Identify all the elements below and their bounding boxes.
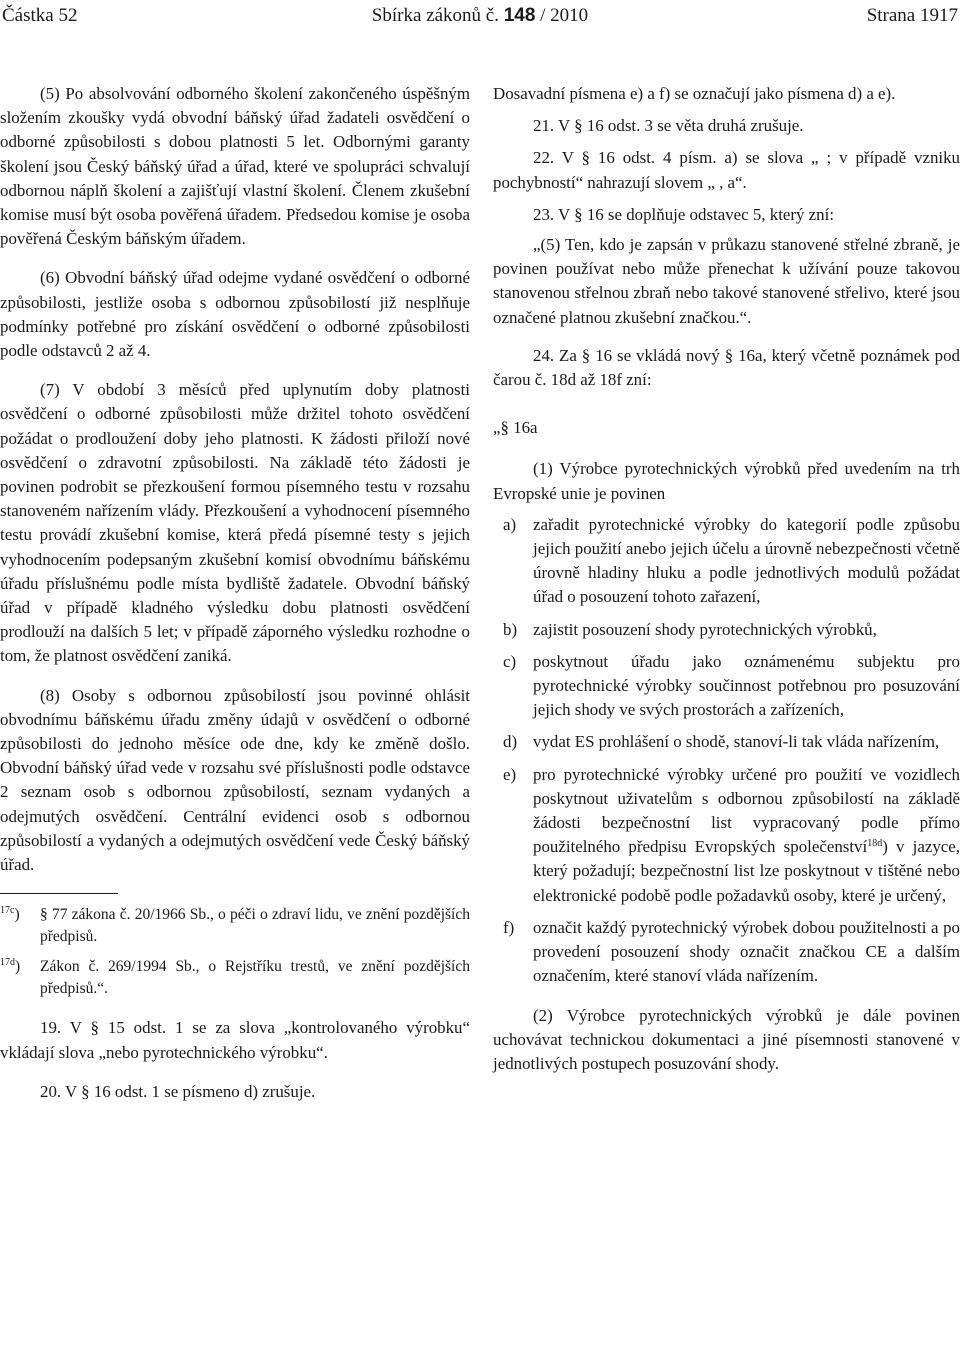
- page-header: [0, 0, 960, 40]
- list-item-text: zajistit posouzení shody pyrotechnických výrobků,: [533, 619, 877, 639]
- list-marker: a): [503, 514, 517, 534]
- section-heading: „§ 16a: [493, 418, 538, 438]
- paragraph-5: (5) Po absolvování odborného školení zakončeného úspěšným složením zkoušky vydá obvodní báňský úřad žadateli osvědčení o odborné způsobilosti s dobou platnosti 5 let. Odbornými garanty školení jsou Český báňský úřad a úřad, které ve spolupráci schvalují odbornou náplň školení a zajišťují vlastní školení. Členem zkušební komise musí být osoba pověřená úřadem. Předsedou komise je osoba pověřená Českým báňským úřadem.: [0, 84, 470, 249]
- page-number: Strana 1917: [866, 5, 958, 26]
- renaming-note: Dosavadní písmena e) a f) se označují jako písmena d) a e).: [493, 84, 896, 103]
- list-item: [493, 916, 960, 989]
- list-item: [493, 513, 960, 610]
- amendment-point-23: 23. V § 16 se doplňuje odstavec 5, který zní:: [533, 204, 835, 224]
- obligations-list: [493, 513, 960, 989]
- list-item-text: zařadit pyrotechnické výrobky do kategorií podle způsobu jejich použití anebo jejich účelu a úrovně nebezpečnosti včetně úrovně hladiny hluku a podle jednotlivých modulů požádat úřad o posouzení tohoto zařazení,: [533, 514, 960, 607]
- list-marker: f): [503, 917, 515, 937]
- list-item: [493, 618, 960, 642]
- list-marker: b): [503, 619, 518, 639]
- section-paragraph-2: (2) Výrobce pyrotechnických výrobků je dále povinen uchovávat technickou dokumentaci a jiné písemnosti stanovené v jednotlivých postupech posuzování shody.: [493, 1005, 960, 1073]
- issue-part: Částka 52: [2, 5, 78, 26]
- list-marker: c): [503, 651, 517, 671]
- footnote-mark: $^{17c}$): [0, 905, 20, 924]
- section-paragraph-1: (1) Výrobce pyrotechnických výrobků před uvedením na trh Evropské unie je povinen: [493, 459, 960, 503]
- collection-year: / 2010: [540, 5, 589, 26]
- amendment-point-24: 24. Za § 16 se vkládá nový § 16a, který včetně poznámek pod čarou č. 18d až 18f zní:: [493, 345, 960, 390]
- footnote-mark: $^{17d}$): [0, 957, 21, 976]
- collection-title: [0, 4, 960, 28]
- collection-prefix: Sbírka zákonů č.: [371, 5, 499, 26]
- paragraph-6: (6) Obvodní báňský úřad odejme vydané osvědčení o odborné způsobilosti, jestliže osoba s odbornou způsobilostí již nesplňuje podmínky potřebné pro získání osvědčení o odborné způsobilosti podle odstavců 2 až 4.: [0, 268, 470, 361]
- amendment-point-19: 19. V § 15 odst. 1 se za slova „kontrolovaného výrobku“ vkládají slova „nebo pyrotechnického výrobku“.: [0, 1018, 470, 1062]
- footnote-reference: 18d: [867, 838, 883, 850]
- paragraph-8: (8) Osoby s odbornou způsobilostí jsou povinné ohlásit obvodnímu báňskému úřadu změny údajů v osvědčení o odborné způsobilosti do jednoho měsíce ode dne, kdy ke změně došlo. Obvodní báňský úřad vede v rozsahu své příslušnosti podle odstavce 2 seznam osob s odbornou způsobilostí, seznam vydaných a odejmutých osvědčení. Centrální evidenci osob s odbornou způsobilostí a vydaných a odejmutých osvědčení vede Český báňský úřad.: [0, 685, 470, 875]
- list-item-text: označit každý pyrotechnický výrobek dobou použitelnosti a po provedení posouzení shody označit značkou CE a dalším označením, které stanoví vláda nařízením.: [533, 917, 960, 986]
- footnote-17c: [0, 904, 470, 948]
- amendment-point-21: 21. V § 16 odst. 3 se věta druhá zrušuje.: [533, 116, 804, 136]
- list-item: [493, 730, 960, 754]
- list-marker: d): [503, 732, 518, 752]
- list-item-text-end: ) v jazyce, který požadují; bezpečnostní list lze poskytnout v tištěné nebo elektronické podobě podle požadavků osoby, které je určený,: [533, 837, 960, 905]
- list-item-text-start: pro pyrotechnické výrobky určené pro použití ve vozidlech poskytnout uživatelům s odbornou způsobilostí na základě žádosti bezpečnostní list vypracovaný podle přímo použitelného předpisu Evropských společenství: [533, 764, 960, 857]
- left-column: [0, 82, 470, 1104]
- footnote-17d: [0, 956, 470, 1000]
- list-item: [493, 763, 960, 908]
- paragraph-5-new-text: „(5) Ten, kdo je zapsán v průkazu stanovené střelné zbraně, je povinen používat nebo může přenechat k užívání pouze takovou stanovenou střelnou zbraň nebo takové stanovené střelivo, které jsou označené platnou zkušební značkou.“.: [493, 235, 960, 327]
- list-item-text: poskytnout úřadu jako oznámenému subjektu pro pyrotechnické výrobky součinnost potřebnou pro posuzování jejich shody ve svých prostorách a zařízeních,: [533, 651, 960, 720]
- footnote-text: § 77 zákona č. 20/1966 Sb., o péči o zdraví lidu, ve znění pozdějších předpisů.: [40, 906, 470, 946]
- footnote-text: Zákon č. 269/1994 Sb., o Rejstříku trestů, ve znění pozdějších předpisů.“.: [40, 958, 470, 998]
- list-item: [493, 650, 960, 723]
- list-item-text: vydat ES prohlášení o shodě, stanoví-li tak vláda nařízením,: [533, 732, 940, 752]
- paragraph-7: (7) V období 3 měsíců před uplynutím doby platnosti osvědčení o odborné způsobilosti může držitel tohoto osvědčení požádat o prodloužení doby jeho platnosti. K žádosti přiloží nové osvědčení o zdravotní způsobilosti. Na základě této žádosti je povinen podrobit se přezkoušení formou písemného testu v rozsahu stanoveném nařízením vlády. Přezkoušení a vyhodnocení písemného testu provádí zkušební komise, která předá písemné testy s jejich vyhodnocením podepsaným zkušební komisí obvodnímu báňskému úřadu příslušnému podle místa bydliště žadatele. Obvodní báňský úřad v případě kladného výsledku dobu platnosti osvědčení prodlouží na dalších 5 let; v případě záporného výsledku rozhodne o tom, že platnost osvědčení zaniká.: [0, 380, 470, 666]
- list-marker: e): [503, 764, 517, 784]
- right-column: [493, 82, 960, 1076]
- amendment-point-22: 22. V § 16 odst. 4 písm. a) se slova „ ; v případě vzniku pochybností“ nahrazují slovem „ , a“.: [493, 148, 960, 192]
- collection-number: 148: [503, 5, 536, 26]
- amendment-point-20: 20. V § 16 odst. 1 se písmeno d) zrušuje.: [40, 1081, 316, 1101]
